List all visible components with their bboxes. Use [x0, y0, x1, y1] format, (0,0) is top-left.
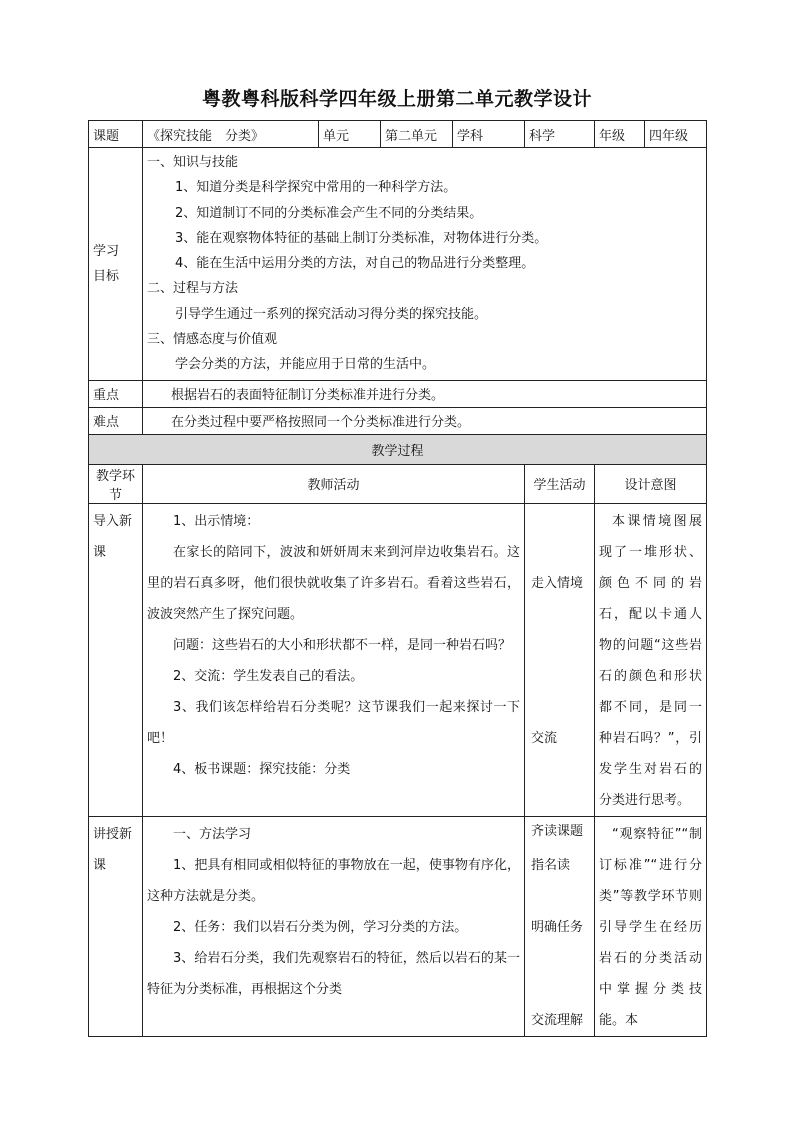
objective-item: 2、知道制订不同的分类标准会产生不同的分类结果。	[175, 205, 483, 221]
header-row	[89, 121, 707, 148]
teacher-step: 2、交流：学生发表自己的看法。	[173, 668, 364, 684]
key-point-row	[89, 380, 707, 407]
student-activity-cell	[525, 816, 595, 1036]
teacher-step: 3、我们该怎样给岩石分类呢？这节课我们一起来探讨一下吧！	[147, 699, 520, 746]
teacher-step: 1、把具有相同或相似特征的事物放在一起，使事物有序化，这种方法就是分类。	[147, 857, 520, 904]
objective-item: 引导学生通过一系列的探究活动习得分类的探究技能。	[175, 306, 488, 322]
teacher-step: 问题：这些岩石的大小和形状都不一样，是同一种岩石吗？	[173, 637, 512, 653]
student-activity: 指名读	[531, 857, 571, 873]
process-row-intro	[89, 503, 707, 816]
lesson-name: 《探究技能 分类》	[143, 121, 319, 148]
design-intent-cell: 本课情境图展现了一堆形状、颜色不同的岩石，配以卡通人物的问题“这些岩石的颜色和形状都不同，是同一种岩石吗？”，引发学生对岩石的分类进行思考。	[595, 503, 707, 816]
subject-label: 学科	[453, 121, 525, 148]
grade-label: 年级	[595, 121, 645, 148]
student-activity: 明确任务	[531, 919, 584, 935]
design-intent-cell: “观察特征”“制订标准”“进行分类”等教学环节则引导学生在经历岩石的分类活动中掌握分类技能。本	[595, 816, 707, 1036]
teacher-step: 4、板书课题：探究技能：分类	[173, 761, 351, 777]
objective-item: 4、能在生活中运用分类的方法，对自己的物品进行分类整理。	[175, 256, 535, 272]
objectives-label: 学习 目标	[89, 148, 143, 381]
objectives-row	[89, 148, 707, 381]
lesson-plan-table	[88, 120, 707, 1037]
objective-item: 1、知道分类是科学探究中常用的一种科学方法。	[175, 180, 457, 196]
process-section-title: 教学过程	[89, 434, 707, 464]
subject-value: 科学	[525, 121, 595, 148]
process-title-row	[89, 434, 707, 464]
student-activity: 交流理解	[531, 1012, 584, 1028]
key-point-label: 重点	[89, 380, 143, 407]
unit-value: 第二单元	[381, 121, 453, 148]
lesson-label: 课题	[89, 121, 143, 148]
teacher-step: 3、给岩石分类，我们先观察岩石的特征，然后以岩石的某一特征为分类标准，再根据这个分类	[147, 950, 520, 997]
stage-cell: 导入新课	[89, 503, 143, 816]
teacher-activity-cell	[143, 503, 525, 816]
student-activity: 齐读课题	[531, 823, 584, 839]
objective-heading: 二、过程与方法	[147, 281, 239, 297]
student-activity: 交流	[531, 730, 558, 746]
objectives-content	[143, 148, 707, 381]
objective-item: 3、能在观察物体特征的基础上制订分类标准，对物体进行分类。	[175, 230, 548, 246]
process-header-row	[89, 464, 707, 503]
unit-label: 单元	[319, 121, 381, 148]
document-title: 粤教粤科版科学四年级上册第二单元教学设计	[201, 88, 592, 110]
difficulty-label: 难点	[89, 407, 143, 434]
teacher-step: 2、任务：我们以岩石分类为例，学习分类的方法。	[173, 919, 468, 935]
col-header-intent: 设计意图	[595, 464, 707, 503]
objective-heading: 一、知识与技能	[147, 155, 239, 170]
teacher-activity-cell	[143, 816, 525, 1036]
col-header-stage: 教学环节	[89, 464, 143, 503]
objective-heading: 三、情感态度与价值观	[147, 332, 278, 348]
process-row-lesson	[89, 816, 707, 1036]
stage-cell: 讲授新课	[89, 816, 143, 1036]
teacher-step: 在家长的陪同下，波波和妍妍周末来到河岸边收集岩石。这里的岩石真多呀，他们很快就收集了许多岩石。看着这些岩石，波波突然产生了探究问题。	[147, 544, 520, 622]
difficulty-text: 在分类过程中要严格按照同一个分类标准进行分类。	[143, 407, 707, 434]
student-activity-cell	[525, 503, 595, 839]
teacher-step: 一、方法学习	[173, 826, 252, 842]
student-activity: 走入情境	[531, 575, 584, 591]
key-point-text: 根据岩石的表面特征制订分类标准并进行分类。	[143, 380, 707, 407]
teacher-step: 1、出示情境：	[173, 513, 260, 529]
difficulty-row	[89, 407, 707, 434]
col-header-student: 学生活动	[525, 464, 595, 503]
grade-value: 四年级	[645, 121, 707, 148]
objective-item: 学会分类的方法，并能应用于日常的生活中。	[175, 357, 436, 373]
col-header-teacher: 教师活动	[143, 464, 525, 503]
lesson-plan-table-wrapper	[88, 120, 707, 1037]
